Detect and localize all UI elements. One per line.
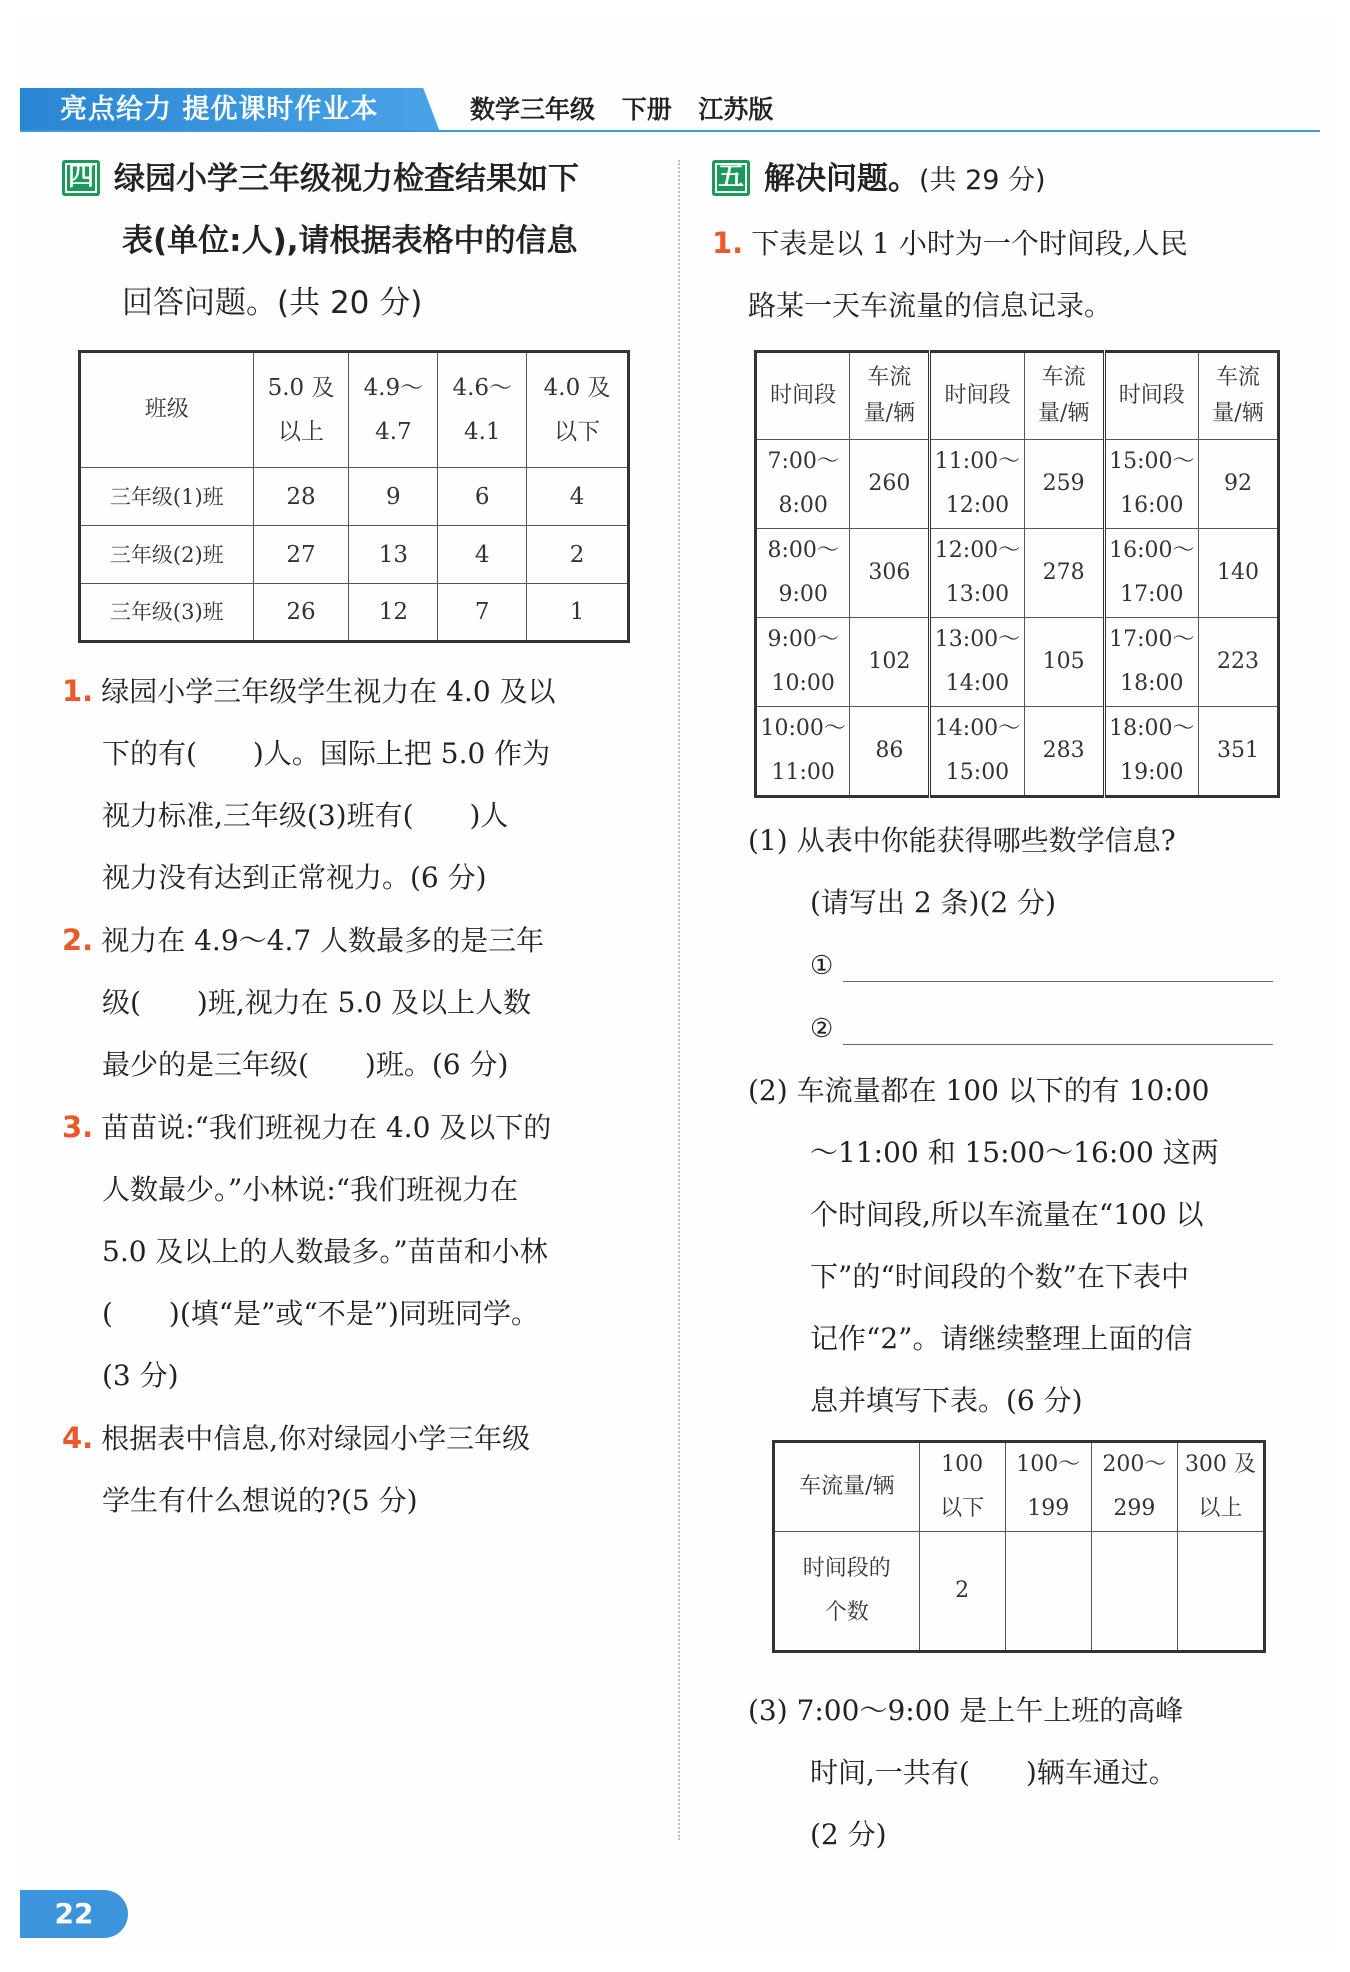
count-cell-blank[interactable] xyxy=(1005,1532,1091,1652)
question-line: 5.0 及以上的人数最多。”苗苗和小林 xyxy=(102,1235,548,1268)
vision-cell: 2 xyxy=(527,526,629,584)
traffic-head-volume-l1: 车流 xyxy=(1215,365,1260,390)
vision-head-col-3 xyxy=(438,352,527,468)
vision-cell: 13 xyxy=(349,526,438,584)
traffic-time-cell xyxy=(1104,618,1198,707)
vision-head-col-4 xyxy=(527,352,629,468)
sub-question-1-line: (请写出 2 条)(2 分) xyxy=(810,886,1057,919)
vision-table xyxy=(78,350,630,643)
traffic-volume-cell: 260 xyxy=(850,440,930,529)
traffic-volume-cell: 223 xyxy=(1198,618,1278,707)
count-cell: 2 xyxy=(919,1532,1005,1652)
header-subtitle: 数学三年级 下册 江苏版 xyxy=(470,95,774,124)
question-line: 视力标准,三年级(3)班有( )人 xyxy=(102,799,509,832)
question-line: 绿园小学三年级学生视力在 4.0 及以 xyxy=(101,675,556,708)
left-questions xyxy=(62,660,662,1532)
sub-question-1-line: (1) 从表中你能获得哪些数学信息? xyxy=(748,824,1176,857)
table-row xyxy=(756,618,1279,707)
traffic-time-cell xyxy=(756,529,850,618)
table-row xyxy=(756,529,1279,618)
traffic-table xyxy=(754,350,1280,798)
vision-cell: 6 xyxy=(438,468,527,526)
vision-head-col-2-l2: 4.7 xyxy=(375,419,412,445)
question-line: 视力在 4.9～4.7 人数最多的是三年 xyxy=(101,924,545,957)
time-start: 14:00～ xyxy=(934,716,1021,741)
traffic-head-volume xyxy=(1024,352,1104,440)
answer-line[interactable] xyxy=(843,941,1273,982)
question-line: 级( )班,视力在 5.0 及以上人数 xyxy=(102,986,532,1019)
traffic-head-volume-l2: 量/辆 xyxy=(1212,401,1264,426)
traffic-time-cell xyxy=(930,707,1024,797)
section-number-badge: 四 xyxy=(62,160,100,196)
traffic-volume-cell: 86 xyxy=(850,707,930,797)
time-end: 8:00 xyxy=(778,493,828,518)
traffic-time-cell xyxy=(756,618,850,707)
count-head-l1: 300 及 xyxy=(1184,1452,1256,1477)
traffic-volume-cell: 351 xyxy=(1198,707,1278,797)
table-row xyxy=(756,707,1279,797)
count-cell-blank[interactable] xyxy=(1091,1532,1177,1652)
count-head-l2: 299 xyxy=(1113,1496,1156,1521)
question-line: 最少的是三年级( )班。(6 分) xyxy=(102,1048,509,1081)
table-row xyxy=(80,526,629,584)
sub-question-2-line: 下”的“时间段的个数”在下表中 xyxy=(810,1260,1189,1293)
question-line: 视力没有达到正常视力。(6 分) xyxy=(102,861,487,894)
sub-question-2-line: 息并填写下表。(6 分) xyxy=(810,1384,1083,1417)
vision-row-name: 三年级(3)班 xyxy=(80,584,254,642)
question-number: 1. xyxy=(712,226,744,260)
traffic-time-cell xyxy=(756,440,850,529)
time-start: 18:00～ xyxy=(1109,716,1195,741)
traffic-volume-cell: 92 xyxy=(1198,440,1278,529)
count-head-l2: 以上 xyxy=(1198,1496,1243,1521)
traffic-time-cell xyxy=(756,707,850,797)
count-row-label-l1: 时间段的 xyxy=(802,1556,891,1581)
traffic-head-volume xyxy=(1198,352,1278,440)
question-4 xyxy=(62,1407,662,1470)
time-end: 17:00 xyxy=(1120,582,1184,607)
column-divider xyxy=(678,160,680,1840)
question-line: ( )(填“是”或“不是”)同班同学。 xyxy=(102,1297,539,1330)
sub-question-3-line: (3) 7:00～9:00 是上午上班的高峰 xyxy=(748,1694,1184,1727)
traffic-time-cell xyxy=(1104,440,1198,529)
circled-number: ① xyxy=(810,951,834,981)
sub-question-2-line: ～11:00 和 15:00～16:00 这两 xyxy=(810,1136,1219,1169)
vision-cell: 1 xyxy=(527,584,629,642)
question-line: 路某一天车流量的信息记录。 xyxy=(748,289,1113,322)
count-row-label xyxy=(774,1532,920,1652)
table-row xyxy=(756,440,1279,529)
right-q1 xyxy=(712,212,1312,275)
count-head-col xyxy=(1177,1442,1264,1532)
traffic-volume-cell: 259 xyxy=(1024,440,1104,529)
question-line: 下的有( )人。国际上把 5.0 作为 xyxy=(102,737,551,770)
question-number: 3. xyxy=(62,1110,94,1144)
time-start: 16:00～ xyxy=(1109,538,1195,563)
table-row xyxy=(774,1532,1265,1652)
vision-head-col-2 xyxy=(349,352,438,468)
vision-row-name: 三年级(2)班 xyxy=(80,526,254,584)
header-brand: 亮点给力 提优课时作业本 xyxy=(60,94,379,125)
sub-question-2-line: 个时间段,所以车流量在“100 以 xyxy=(810,1198,1204,1231)
page-number-badge: 22 xyxy=(20,1890,128,1938)
time-end: 14:00 xyxy=(945,671,1010,696)
time-end: 16:00 xyxy=(1120,493,1184,518)
count-head-l1: 100～ xyxy=(1016,1452,1081,1477)
question-line: 人数最少。”小林说:“我们班视力在 xyxy=(102,1173,519,1206)
question-line: 根据表中信息,你对绿园小学三年级 xyxy=(101,1422,531,1455)
section-score: (共 29 分) xyxy=(919,165,1046,196)
question-1 xyxy=(62,660,662,723)
sub-question-2-line: 记作“2”。请继续整理上面的信 xyxy=(810,1322,1193,1355)
time-end: 12:00 xyxy=(945,493,1010,518)
vision-cell: 27 xyxy=(253,526,349,584)
table-row xyxy=(80,468,629,526)
time-start: 9:00～ xyxy=(767,627,839,652)
traffic-time-cell xyxy=(930,529,1024,618)
time-start: 8:00～ xyxy=(767,538,839,563)
traffic-volume-cell: 278 xyxy=(1024,529,1104,618)
vision-head-col-1-l2: 以上 xyxy=(278,419,325,445)
question-line: (3 分) xyxy=(102,1359,179,1392)
question-number: 2. xyxy=(62,923,94,957)
traffic-volume-cell: 105 xyxy=(1024,618,1104,707)
section-five-title xyxy=(712,148,1312,212)
traffic-time-cell xyxy=(930,618,1024,707)
count-head-col xyxy=(1091,1442,1177,1532)
vision-cell: 12 xyxy=(349,584,438,642)
question-2 xyxy=(62,909,662,972)
traffic-head-time: 时间段 xyxy=(930,352,1024,440)
answer-line[interactable] xyxy=(843,1004,1273,1045)
vision-head-class: 班级 xyxy=(80,352,254,468)
circled-number: ② xyxy=(810,1014,834,1044)
time-end: 11:00 xyxy=(771,760,835,785)
right-sub-question-3 xyxy=(748,1680,1328,1866)
traffic-volume-cell: 306 xyxy=(850,529,930,618)
question-3 xyxy=(62,1096,662,1159)
vision-head-col-3-l1: 4.6～ xyxy=(452,375,513,401)
traffic-volume-cell: 283 xyxy=(1024,707,1104,797)
time-start: 7:00～ xyxy=(767,449,839,474)
vision-cell: 4 xyxy=(438,526,527,584)
vision-row-name: 三年级(1)班 xyxy=(80,468,254,526)
vision-head-col-1-l1: 5.0 及 xyxy=(267,375,335,401)
count-cell-blank[interactable] xyxy=(1177,1532,1264,1652)
section-four-title xyxy=(62,148,662,210)
vision-cell: 28 xyxy=(253,468,349,526)
count-row-label-l2: 个数 xyxy=(824,1600,869,1625)
traffic-head-volume-l1: 车流 xyxy=(1041,365,1086,390)
time-end: 13:00 xyxy=(945,582,1010,607)
sub-question-3-line: (2 分) xyxy=(810,1818,887,1851)
time-end: 18:00 xyxy=(1120,671,1184,696)
traffic-volume-cell: 102 xyxy=(850,618,930,707)
vision-cell: 7 xyxy=(438,584,527,642)
answer-blank-1[interactable] xyxy=(748,934,1328,997)
vision-head-col-4-l2: 以下 xyxy=(554,419,601,445)
vision-cell: 9 xyxy=(349,468,438,526)
count-head-l2: 以下 xyxy=(940,1496,985,1521)
count-head-l1: 100 xyxy=(941,1452,984,1477)
traffic-head-volume-l1: 车流 xyxy=(867,365,912,390)
sub-question-3-line: 时间,一共有( )辆车通过。 xyxy=(810,1756,1177,1789)
count-head-label: 车流量/辆 xyxy=(774,1442,920,1532)
time-start: 11:00～ xyxy=(934,449,1021,474)
sub-question-2-line: (2) 车流量都在 100 以下的有 10:00 xyxy=(748,1074,1210,1107)
vision-head-col-3-l2: 4.1 xyxy=(463,419,501,445)
time-start: 12:00～ xyxy=(934,538,1021,563)
traffic-head-time: 时间段 xyxy=(756,352,850,440)
count-table xyxy=(772,1440,1266,1653)
time-start: 17:00～ xyxy=(1109,627,1195,652)
count-head-l1: 200～ xyxy=(1102,1452,1167,1477)
traffic-head-time: 时间段 xyxy=(1104,352,1198,440)
vision-cell: 4 xyxy=(527,468,629,526)
traffic-head-volume-l2: 量/辆 xyxy=(1037,401,1090,426)
traffic-time-cell xyxy=(1104,529,1198,618)
count-head-col xyxy=(1005,1442,1091,1532)
question-number: 1. xyxy=(62,674,94,708)
time-start: 13:00～ xyxy=(934,627,1021,652)
section-line-3: 回答问题。(共 20 分) xyxy=(122,285,423,321)
section-line-1: 绿园小学三年级视力检查结果如下 xyxy=(114,161,579,197)
time-start: 10:00～ xyxy=(760,716,846,741)
section-line-2: 表(单位:人),请根据表格中的信息 xyxy=(122,223,578,259)
count-head-l2: 199 xyxy=(1027,1496,1070,1521)
traffic-time-cell xyxy=(930,440,1024,529)
vision-head-col-1 xyxy=(253,352,349,468)
question-line: 苗苗说:“我们班视力在 4.0 及以下的 xyxy=(101,1111,552,1144)
section-title-text: 解决问题。 xyxy=(764,161,919,197)
time-end: 15:00 xyxy=(945,760,1010,785)
time-end: 19:00 xyxy=(1120,760,1184,785)
table-row xyxy=(80,584,629,642)
question-number: 4. xyxy=(62,1421,94,1455)
traffic-time-cell xyxy=(1104,707,1198,797)
time-end: 9:00 xyxy=(778,582,828,607)
traffic-head-volume-l2: 量/辆 xyxy=(863,401,916,426)
section-number-badge: 五 xyxy=(712,160,750,196)
question-line: 下表是以 1 小时为一个时间段,人民 xyxy=(751,227,1188,260)
vision-head-col-4-l1: 4.0 及 xyxy=(543,375,611,401)
time-end: 10:00 xyxy=(771,671,835,696)
traffic-volume-cell: 140 xyxy=(1198,529,1278,618)
left-column xyxy=(62,148,662,334)
header-rule xyxy=(20,130,1320,132)
vision-head-col-2-l1: 4.9～ xyxy=(363,375,424,401)
traffic-head-volume xyxy=(850,352,930,440)
question-line: 学生有什么想说的?(5 分) xyxy=(102,1484,418,1517)
right-column xyxy=(712,148,1312,337)
right-sub-questions xyxy=(748,810,1328,1432)
count-head-col xyxy=(919,1442,1005,1532)
vision-cell: 26 xyxy=(253,584,349,642)
time-start: 15:00～ xyxy=(1109,449,1195,474)
answer-blank-2[interactable] xyxy=(748,997,1328,1060)
